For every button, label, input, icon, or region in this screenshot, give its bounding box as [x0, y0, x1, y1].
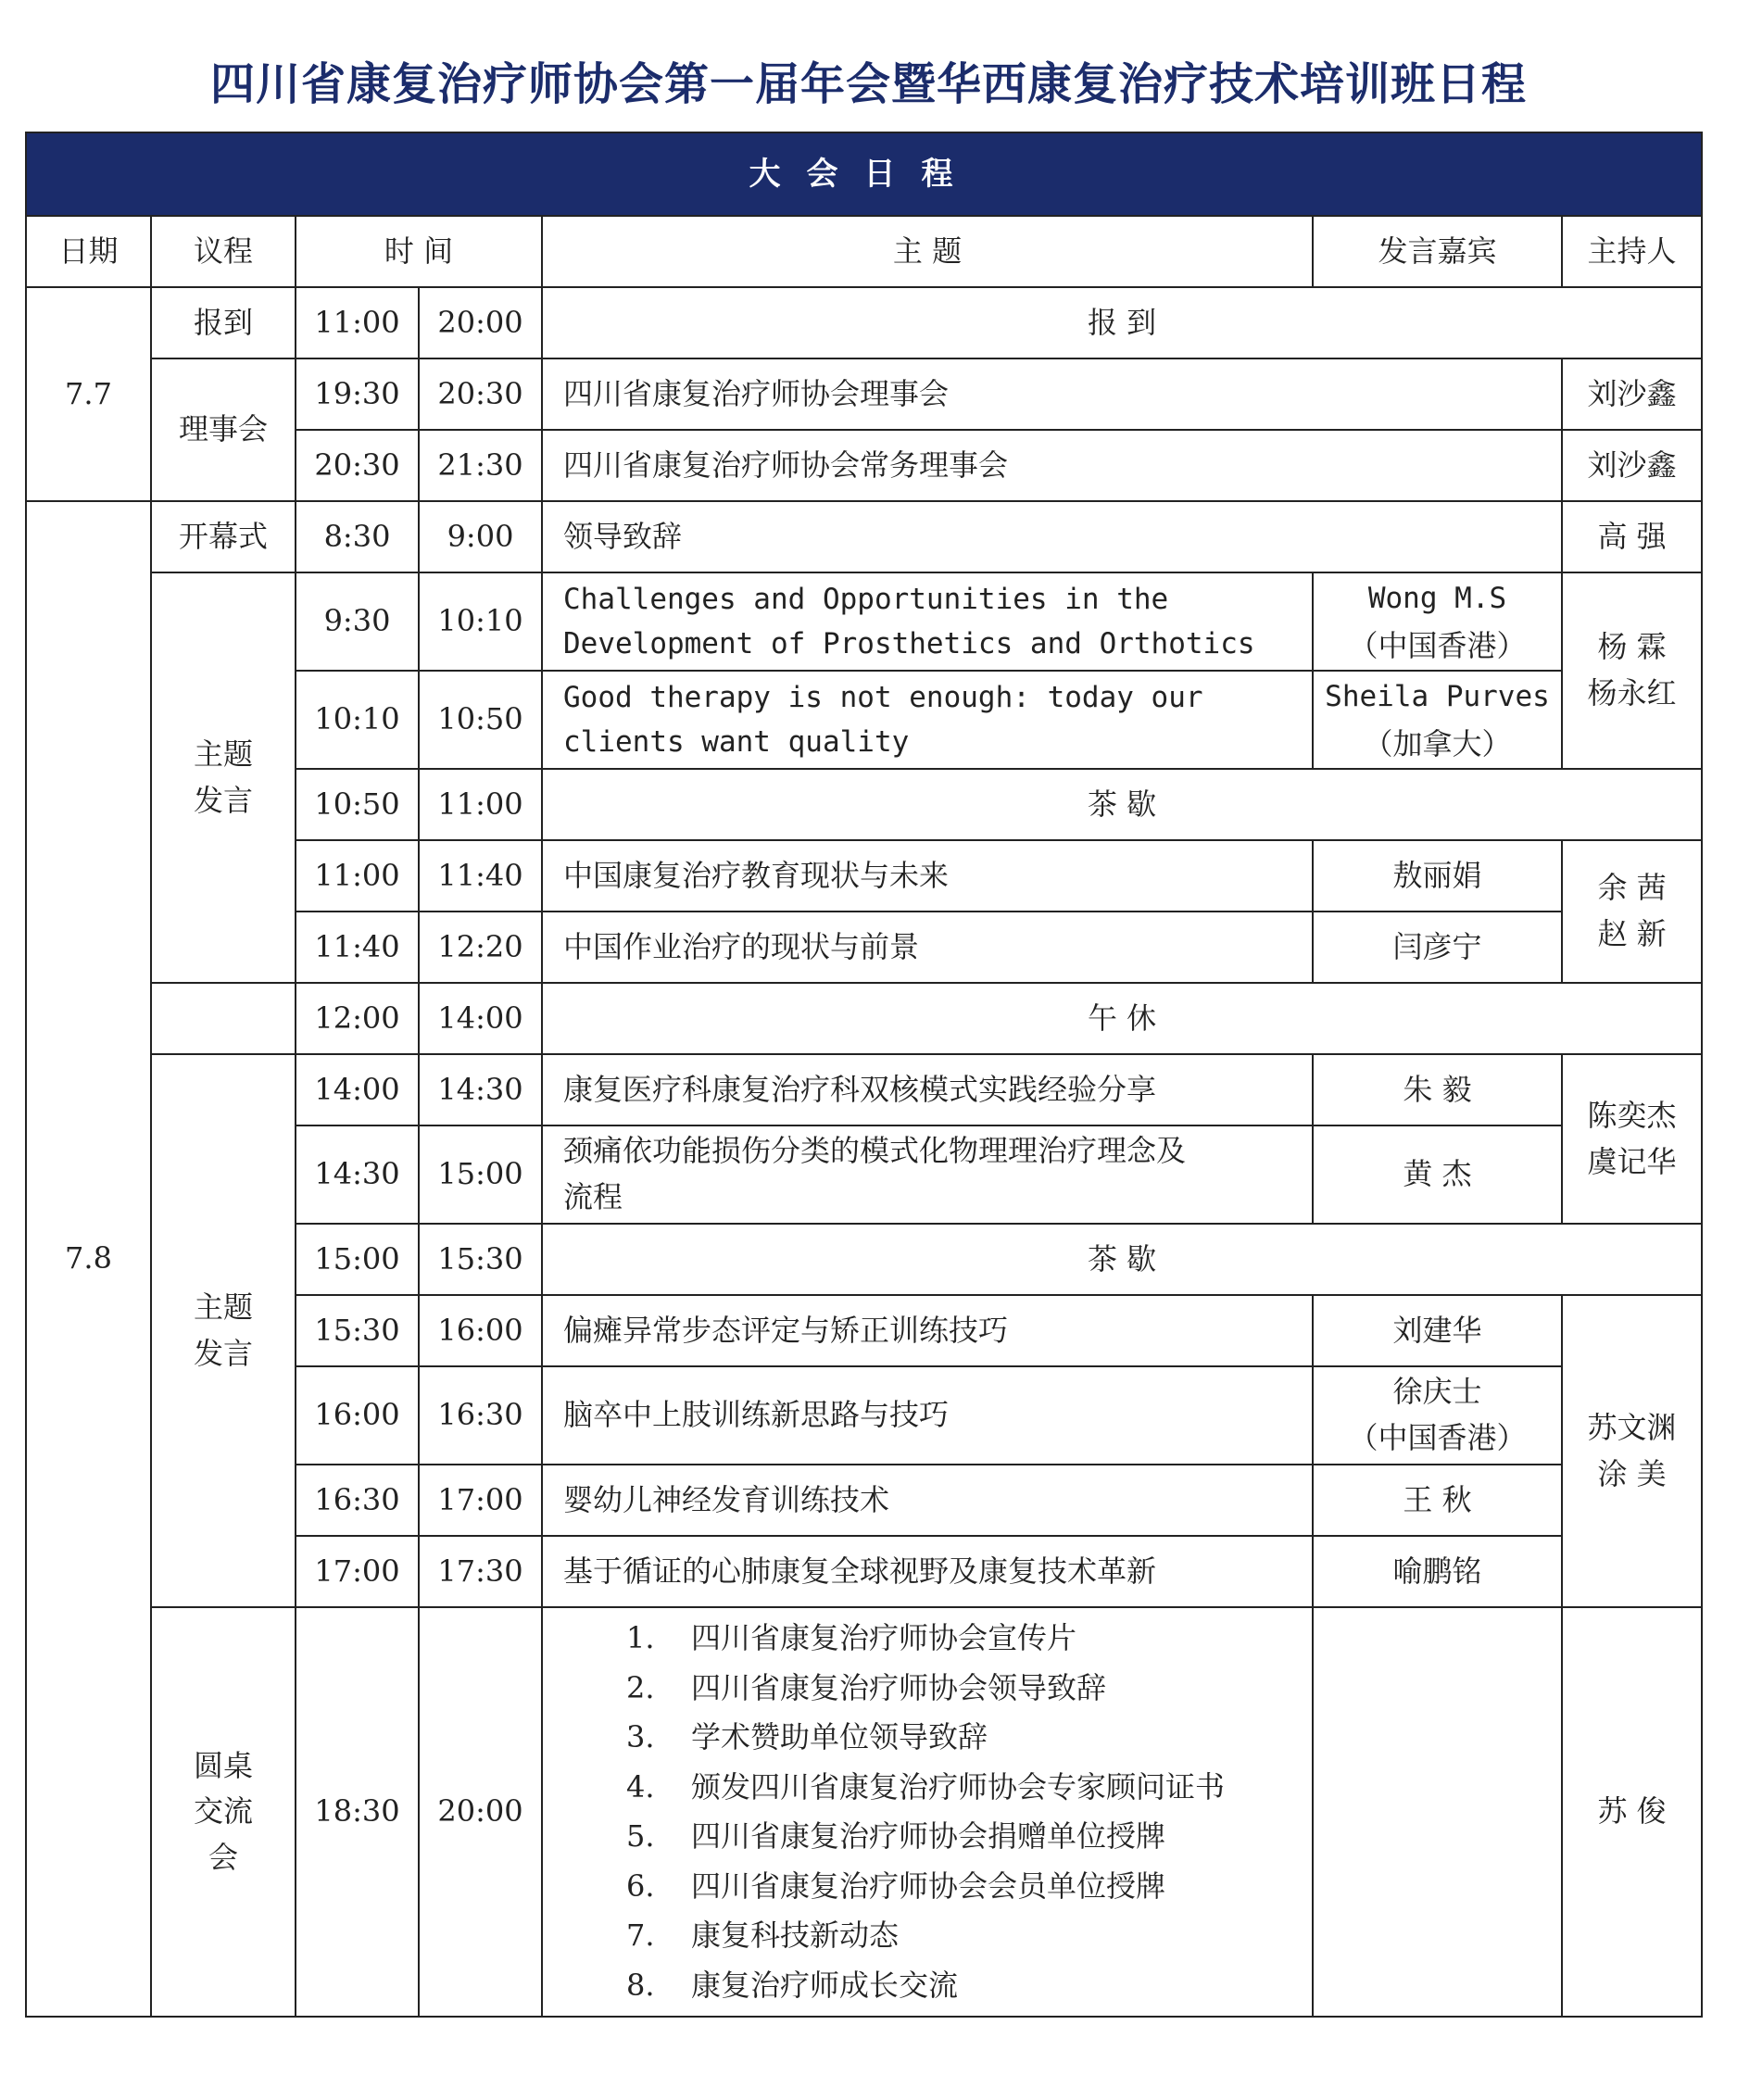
table-row — [26, 1607, 1702, 2017]
end-time: 16:30 — [419, 1366, 542, 1465]
schedule-table — [25, 132, 1703, 2018]
start-time: 8:30 — [296, 501, 419, 572]
host-name: 涂 美 — [1597, 1455, 1667, 1491]
host-cell — [1562, 572, 1702, 769]
agenda-line: 会 — [208, 1839, 238, 1875]
list-number: 3. — [626, 1719, 655, 1754]
list-number: 6. — [626, 1867, 655, 1904]
topic-cell: 茶 歇 — [542, 769, 1702, 840]
list-text: 四川省康复治疗师协会会员单位授牌 — [691, 1867, 1166, 1904]
speaker-cell: 闫彦宁 — [1313, 912, 1562, 983]
table-row — [26, 287, 1702, 358]
list-item — [626, 1961, 1312, 2011]
start-time: 14:30 — [296, 1125, 419, 1224]
topic-cell: 基于循证的心肺康复全球视野及康复技术革新 — [542, 1536, 1313, 1607]
topic-line: Challenges and Opportunities in the — [563, 582, 1169, 616]
start-time: 20:30 — [296, 430, 419, 501]
end-time: 21:30 — [419, 430, 542, 501]
topic-cell: 报 到 — [542, 287, 1702, 358]
agenda-line: 发言 — [193, 1335, 253, 1371]
speaker-cell: 黄 杰 — [1313, 1125, 1562, 1224]
end-time: 11:00 — [419, 769, 542, 840]
end-time: 17:30 — [419, 1536, 542, 1607]
list-item — [626, 1862, 1312, 1912]
speaker-cell — [1313, 1366, 1562, 1465]
speaker-cell: 敖丽娟 — [1313, 840, 1562, 912]
topic-line: Development of Prosthetics and Orthotics — [563, 627, 1255, 660]
host-name: 苏文渊 — [1587, 1409, 1677, 1445]
agenda-line: 发言 — [193, 782, 253, 818]
host-name: 杨永红 — [1587, 675, 1677, 710]
roundtable-list — [543, 1614, 1312, 2010]
start-time: 10:50 — [296, 769, 419, 840]
end-time: 10:10 — [419, 572, 542, 671]
host-name: 赵 新 — [1597, 916, 1667, 951]
host-name: 虞记华 — [1587, 1143, 1677, 1179]
start-time: 11:00 — [296, 840, 419, 912]
topic-line: clients want quality — [563, 725, 910, 759]
list-item — [626, 1713, 1312, 1763]
start-time: 11:40 — [296, 912, 419, 983]
topic-cell: 偏瘫异常步态评定与矫正训练技巧 — [542, 1295, 1313, 1366]
start-time: 18:30 — [296, 1607, 419, 2017]
list-text: 康复科技新动态 — [691, 1918, 900, 1953]
host-name: 陈奕杰 — [1587, 1097, 1677, 1133]
speaker-cell — [1313, 572, 1562, 671]
list-text: 颁发四川省康复治疗师协会专家顾问证书 — [691, 1768, 1226, 1804]
date-cell: 7.7 — [26, 287, 151, 501]
topic-cell: 中国作业治疗的现状与前景 — [542, 912, 1313, 983]
speaker-name: Sheila Purves — [1325, 679, 1550, 713]
topic-cell: 四川省康复治疗师协会常务理事会 — [542, 430, 1562, 501]
list-number: 2. — [626, 1669, 655, 1705]
list-text: 学术赞助单位领导致辞 — [691, 1719, 988, 1754]
agenda-line: 交流 — [193, 1793, 253, 1830]
start-time: 16:00 — [296, 1366, 419, 1465]
list-text: 四川省康复治疗师协会领导致辞 — [691, 1669, 1107, 1705]
end-time: 20:00 — [419, 1607, 542, 2017]
topic-cell: 中国康复治疗教育现状与未来 — [542, 840, 1313, 912]
end-time: 15:30 — [419, 1224, 542, 1295]
header-row — [26, 216, 1702, 287]
topic-cell: 康复医疗科康复治疗科双核模式实践经验分享 — [542, 1054, 1313, 1125]
start-time: 14:00 — [296, 1054, 419, 1125]
end-time: 16:00 — [419, 1295, 542, 1366]
host-cell: 高 强 — [1562, 501, 1702, 572]
list-text: 四川省康复治疗师协会捐赠单位授牌 — [691, 1818, 1166, 1854]
end-time: 17:00 — [419, 1465, 542, 1536]
topic-cell — [542, 572, 1313, 671]
start-time: 17:00 — [296, 1536, 419, 1607]
agenda-cell — [151, 1607, 296, 2017]
list-number: 1. — [626, 1620, 655, 1655]
topic-cell — [542, 671, 1313, 769]
date-cell: 7.8 — [26, 501, 151, 2017]
agenda-cell — [151, 572, 296, 983]
list-item — [626, 1911, 1312, 1961]
topic-cell: 婴幼儿神经发育训练技术 — [542, 1465, 1313, 1536]
table-row — [26, 501, 1702, 572]
list-item — [626, 1614, 1312, 1664]
start-time: 12:00 — [296, 983, 419, 1054]
speaker-cell: 王 秋 — [1313, 1465, 1562, 1536]
header-host: 主持人 — [1562, 216, 1702, 287]
table-row — [26, 983, 1702, 1054]
table-row — [26, 358, 1702, 430]
agenda-cell-empty — [151, 983, 296, 1054]
list-number: 8. — [626, 1967, 655, 2003]
host-cell: 刘沙鑫 — [1562, 358, 1702, 430]
topic-line: 颈痛依功能损伤分类的模式化物理理治疗理念及 — [563, 1133, 1187, 1169]
header-topic: 主 题 — [542, 216, 1313, 287]
end-time: 14:30 — [419, 1054, 542, 1125]
agenda-line: 圆桌 — [193, 1747, 253, 1783]
header-speaker: 发言嘉宾 — [1313, 216, 1562, 287]
host-name: 余 茜 — [1597, 870, 1667, 906]
start-time: 15:00 — [296, 1224, 419, 1295]
host-name: 杨 霖 — [1597, 629, 1667, 665]
host-cell — [1562, 1054, 1702, 1224]
list-item — [626, 1664, 1312, 1714]
schedule-banner: 大会日程 — [26, 132, 1702, 216]
agenda-cell — [151, 1054, 296, 1607]
host-cell: 刘沙鑫 — [1562, 430, 1702, 501]
page-title: 四川省康复治疗师协会第一届年会暨华西康复治疗技术培训班日程 — [209, 58, 1527, 110]
start-time: 15:30 — [296, 1295, 419, 1366]
end-time: 11:40 — [419, 840, 542, 912]
host-cell — [1562, 840, 1702, 983]
table-row — [26, 1054, 1702, 1125]
agenda-cell: 理事会 — [151, 358, 296, 501]
end-time: 15:00 — [419, 1125, 542, 1224]
agenda-cell: 报到 — [151, 287, 296, 358]
end-time: 20:00 — [419, 287, 542, 358]
topic-line: Good therapy is not enough: today our — [563, 680, 1203, 714]
agenda-cell: 开幕式 — [151, 501, 296, 572]
start-time: 19:30 — [296, 358, 419, 430]
topic-cell — [542, 1607, 1313, 2017]
speaker-cell — [1313, 671, 1562, 769]
header-agenda: 议程 — [151, 216, 296, 287]
list-number: 4. — [626, 1768, 655, 1804]
list-item — [626, 1763, 1312, 1813]
speaker-cell: 喻鹏铭 — [1313, 1536, 1562, 1607]
agenda-line: 主题 — [193, 1289, 253, 1325]
start-time: 9:30 — [296, 572, 419, 671]
topic-line: 流程 — [563, 1179, 623, 1214]
end-time: 10:50 — [419, 671, 542, 769]
topic-cell: 四川省康复治疗师协会理事会 — [542, 358, 1562, 430]
start-time: 16:30 — [296, 1465, 419, 1536]
header-time: 时 间 — [296, 216, 542, 287]
end-time: 14:00 — [419, 983, 542, 1054]
end-time: 12:20 — [419, 912, 542, 983]
table-row — [26, 572, 1702, 671]
host-cell — [1562, 1295, 1702, 1607]
topic-cell: 茶 歇 — [542, 1224, 1702, 1295]
list-item — [626, 1812, 1312, 1862]
speaker-name: 徐庆士 — [1392, 1374, 1482, 1410]
speaker-cell: 朱 毅 — [1313, 1054, 1562, 1125]
list-text: 四川省康复治疗师协会宣传片 — [691, 1620, 1077, 1655]
speaker-name: Wong M.S — [1367, 581, 1507, 615]
speaker-region: （加拿大） — [1363, 725, 1512, 761]
topic-cell: 脑卒中上肢训练新思路与技巧 — [542, 1366, 1313, 1465]
list-number: 5. — [626, 1818, 655, 1854]
start-time: 11:00 — [296, 287, 419, 358]
list-number: 7. — [626, 1918, 655, 1953]
list-text: 康复治疗师成长交流 — [691, 1967, 959, 2003]
end-time: 9:00 — [419, 501, 542, 572]
topic-cell — [542, 1125, 1313, 1224]
host-cell: 苏 俊 — [1562, 1607, 1702, 2017]
topic-cell: 领导致辞 — [542, 501, 1562, 572]
speaker-region: （中国香港） — [1348, 1420, 1527, 1455]
banner-row — [26, 132, 1702, 216]
topic-cell: 午 休 — [542, 983, 1702, 1054]
header-date: 日期 — [26, 216, 151, 287]
speaker-cell-empty — [1313, 1607, 1562, 2017]
end-time: 20:30 — [419, 358, 542, 430]
speaker-region: （中国香港） — [1348, 627, 1527, 663]
agenda-line: 主题 — [193, 736, 253, 772]
start-time: 10:10 — [296, 671, 419, 769]
speaker-cell: 刘建华 — [1313, 1295, 1562, 1366]
